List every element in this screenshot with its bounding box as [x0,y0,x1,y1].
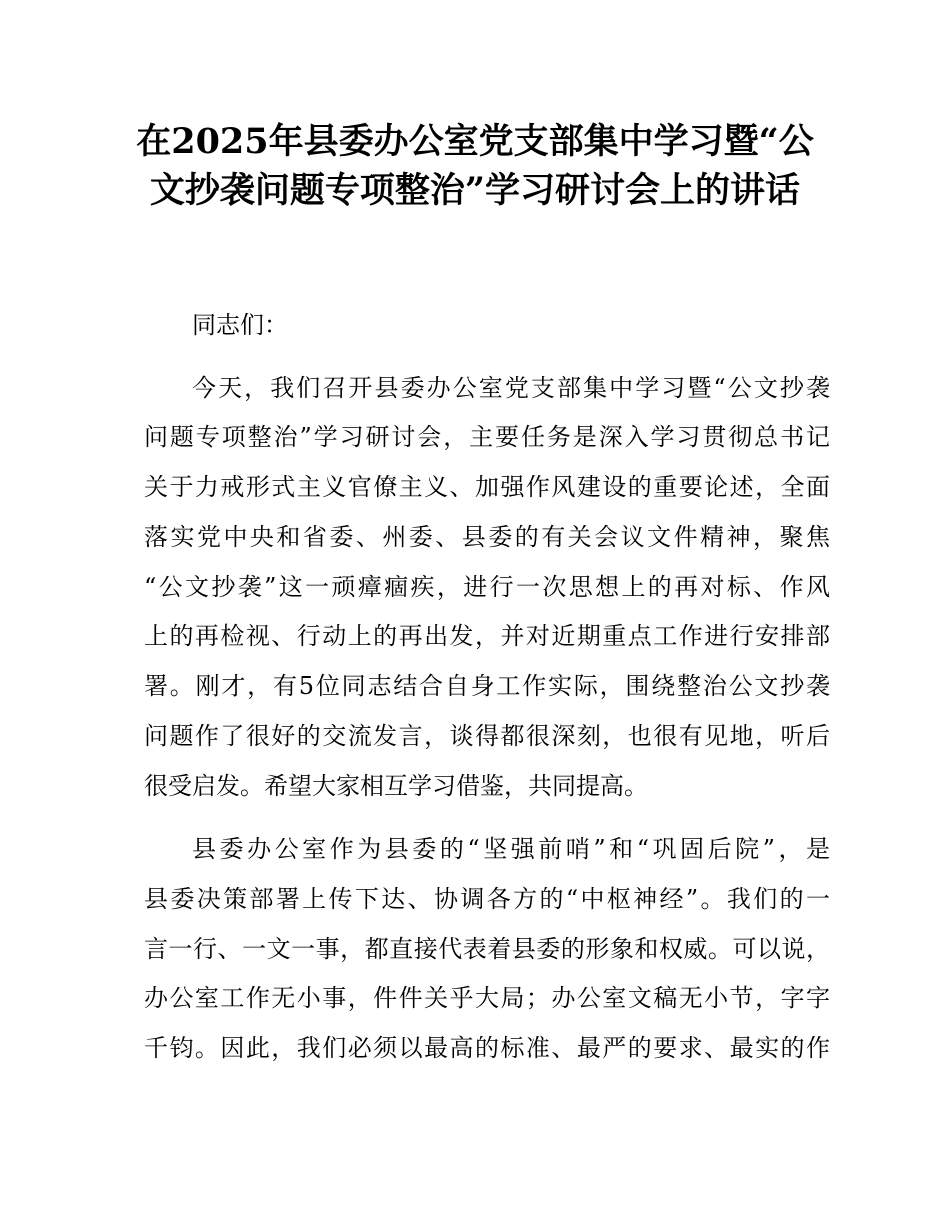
paragraph-2-line-3: 言一行、一文一事，都直接代表着县委的形象和权威。可以说， [144,935,830,963]
paragraph-2-line-5: 千钧。因此，我们必须以最高的标准、最严的要求、最实的作 [144,1034,830,1062]
paragraph-1-line-9: 很受启发。希望大家相互学习借鉴，共同提高。 [144,772,648,800]
paragraph-1-line-8: 问题作了很好的交流发言，谈得都很深刻，也很有见地，听后 [144,722,830,750]
document-title-line-2: 文抄袭问题专项整治”学习研讨会上的讲话 [149,170,801,211]
paragraph-2-line-1: 县委办公室作为县委的“坚强前哨”和“巩固后院”，是 [192,835,830,863]
paragraph-2-line-4: 办公室工作无小事，件件关乎大局；办公室文稿无小节，字字 [144,984,830,1012]
paragraph-1-line-3: 关于力戒形式主义官僚主义、加强作风建设的重要论述，全面 [144,473,830,501]
paragraph-1-line-7: 署。刚才，有5位同志结合自身工作实际，围绕整治公文抄袭 [144,672,830,700]
salutation: 同志们： [192,311,288,339]
document-title-line-1: 在2025年县委办公室党支部集中学习暨“公 [136,121,814,162]
paragraph-1-line-4: 落实党中央和省委、州委、县委的有关会议文件精神，聚焦 [144,523,830,551]
paragraph-1-line-2: 问题专项整治”学习研讨会，主要任务是深入学习贯彻总书记 [144,423,830,451]
paragraph-1-line-5: “公文抄袭”这一顽瘴痼疾，进行一次思想上的再对标、作风 [144,573,830,601]
paragraph-2-line-2: 县委决策部署上传下达、协调各方的“中枢神经”。我们的一 [144,885,830,913]
paragraph-1-line-6: 上的再检视、行动上的再出发，并对近期重点工作进行安排部 [144,622,830,650]
paragraph-1-line-1: 今天，我们召开县委办公室党支部集中学习暨“公文抄袭 [192,374,830,402]
